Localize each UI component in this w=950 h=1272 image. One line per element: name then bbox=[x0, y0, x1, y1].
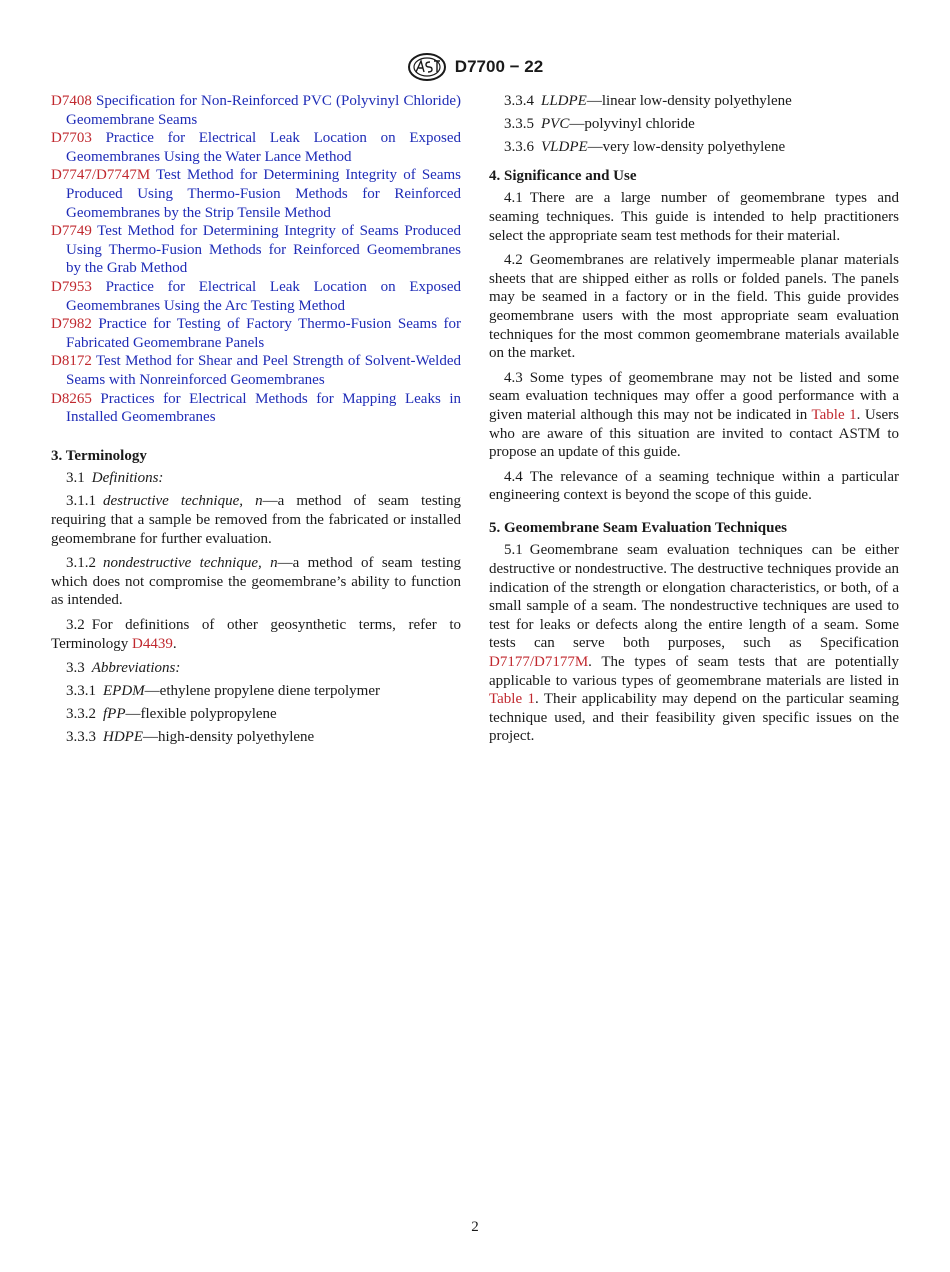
astm-logo-icon bbox=[407, 52, 447, 82]
section-heading: 3. Terminology bbox=[51, 447, 147, 464]
paragraph-4-4: 4.4 The relevance of a seaming technique within a particular engineering context is beyond the scope of this guide. bbox=[489, 468, 899, 504]
reference-item bbox=[51, 92, 461, 129]
section-heading: 5. Geomembrane Seam Evaluation Techniques bbox=[489, 519, 787, 536]
reference-title-link[interactable]: Test Method for Determining Integrity of Seams Produced Using Thermo-Fusion Methods for Reinforced Geomembranes by the Grab Method bbox=[66, 223, 461, 277]
left-column bbox=[51, 92, 461, 752]
reference-item bbox=[51, 222, 461, 278]
reference-id-link[interactable]: D7703 bbox=[51, 130, 92, 147]
reference-item bbox=[51, 278, 461, 315]
subsection-3-1: 3.1 Definitions: bbox=[66, 470, 164, 487]
reference-id-link[interactable]: D7749 bbox=[51, 223, 92, 240]
paragraph-4-2: 4.2 Geomembranes are relatively impermeable planar materials sheets that are shipped either as rolls or folded panels. The panels may be seamed in a factory or in the field. This guide provides geomembrane users with the most appropriate seam evaluation techniques for the most common geomembrane materials available on the market. bbox=[489, 252, 899, 362]
reference-title-link[interactable]: Practice for Electrical Leak Location on Exposed Geomembranes Using the Water Lance Method bbox=[66, 130, 462, 165]
abbreviation-item: 3.3.5 PVC—polyvinyl chloride bbox=[504, 116, 695, 133]
abbreviation-item: 3.3.6 VLDPE—very low-density polyethylene bbox=[504, 139, 786, 156]
paragraph-4-3: 4.3 Some types of geomembrane may not be listed and some seam evaluation techniques may offer a good performance with a given material although this may not be indicated in Table 1. Users who are aware of this situation are invited to contact ASTM to propose an update of this guide. bbox=[489, 369, 899, 461]
reference-item bbox=[51, 315, 461, 352]
reference-title-link[interactable]: Test Method for Shear and Peel Strength of Solvent-Welded Seams with Nonreinforced Geomembranes bbox=[66, 353, 461, 388]
page-number: 2 bbox=[471, 1219, 479, 1235]
reference-item bbox=[51, 129, 461, 166]
right-column bbox=[489, 92, 899, 752]
reference-id-link[interactable]: D7982 bbox=[51, 316, 92, 333]
reference-title-link[interactable]: Practices for Electrical Methods for Mapping Leaks in Installed Geomembranes bbox=[66, 390, 462, 426]
paragraph-4-1: 4.1 There are a large number of geomembrane types and seaming techniques. This guide is intended to help practitioners select the appropriate seam test methods for their material. bbox=[489, 190, 899, 244]
abbreviation-item: 3.3.3 HDPE—high-density polyethylene bbox=[66, 729, 315, 746]
reference-title-link[interactable]: Specification for Non-Reinforced PVC (Polyvinyl Chloride) Geomembrane Seams bbox=[66, 93, 462, 128]
definition-nondestructive: 3.1.2 nondestructive technique, n—a method of seam testing which does not compromise the geomembrane’s ability to function as intended. bbox=[51, 555, 461, 609]
subsection-3-3: 3.3 Abbreviations: bbox=[66, 660, 181, 677]
reference-id-link[interactable]: D7408 bbox=[51, 93, 92, 109]
abbreviation-item: 3.3.4 LLDPE—linear low-density polyethylene bbox=[504, 93, 792, 109]
paragraph-5-1: 5.1 Geomembrane seam evaluation techniques can be either destructive or nondestructive. The destructive techniques provide an indication of the strength or elongation characteristics, or both, of a small sample of a seam. The nondestructive techniques are used to test for leaks or defects along the entire length of a seam. Some tests can serve both purposes, such as Specification D7177/D7177M. The types of seam tests that are potentially applicable to various types of geomembrane materials are listed in Table 1. Their applicability may depend on the particular seaming technique used, and their feasibility given specific issues on the project. bbox=[489, 542, 899, 745]
reference-title-link[interactable]: Practice for Testing of Factory Thermo-Fusion Seams for Fabricated Geomembrane Panels bbox=[66, 316, 462, 351]
definition-destructive: 3.1.1 destructive technique, n—a method of seam testing requiring that a sample be removed from the fabricated or installed geomembrane for further evaluation. bbox=[51, 493, 461, 547]
abbreviation-item: 3.3.1 EPDM—ethylene propylene diene terpolymer bbox=[66, 683, 380, 700]
reference-item bbox=[51, 166, 461, 222]
section-heading: 4. Significance and Use bbox=[489, 167, 637, 184]
reference-item bbox=[51, 352, 461, 389]
reference-link[interactable]: D7177/D7177M bbox=[489, 654, 589, 671]
reference-title-link[interactable]: Test Method for Determining Integrity of Seams Produced Using Thermo-Fusion Methods for Reinforced Geomembranes by the Strip Tensile Method bbox=[66, 167, 461, 221]
subsection-3-2: 3.2 For definitions of other geosynthetic terms, refer to Terminology D4439. bbox=[51, 616, 461, 652]
reference-id-link[interactable]: D7953 bbox=[51, 278, 92, 295]
document-designation: D7700 − 22 bbox=[454, 57, 544, 76]
reference-id-link[interactable]: D7747/D7747M bbox=[51, 167, 151, 184]
reference-title-link[interactable]: Practice for Electrical Leak Location on Exposed Geomembranes Using the Arc Testing Method bbox=[66, 278, 462, 314]
reference-id-link[interactable]: D8265 bbox=[51, 390, 92, 407]
reference-link[interactable]: D4439 bbox=[132, 635, 173, 652]
abbreviation-item: 3.3.2 fPP—flexible polypropylene bbox=[66, 706, 277, 723]
table-link[interactable]: Table 1 bbox=[811, 406, 857, 423]
reference-item bbox=[51, 390, 461, 427]
reference-id-link[interactable]: D8172 bbox=[51, 353, 92, 370]
page-header bbox=[0, 52, 950, 82]
table-link[interactable]: Table 1 bbox=[489, 691, 535, 708]
